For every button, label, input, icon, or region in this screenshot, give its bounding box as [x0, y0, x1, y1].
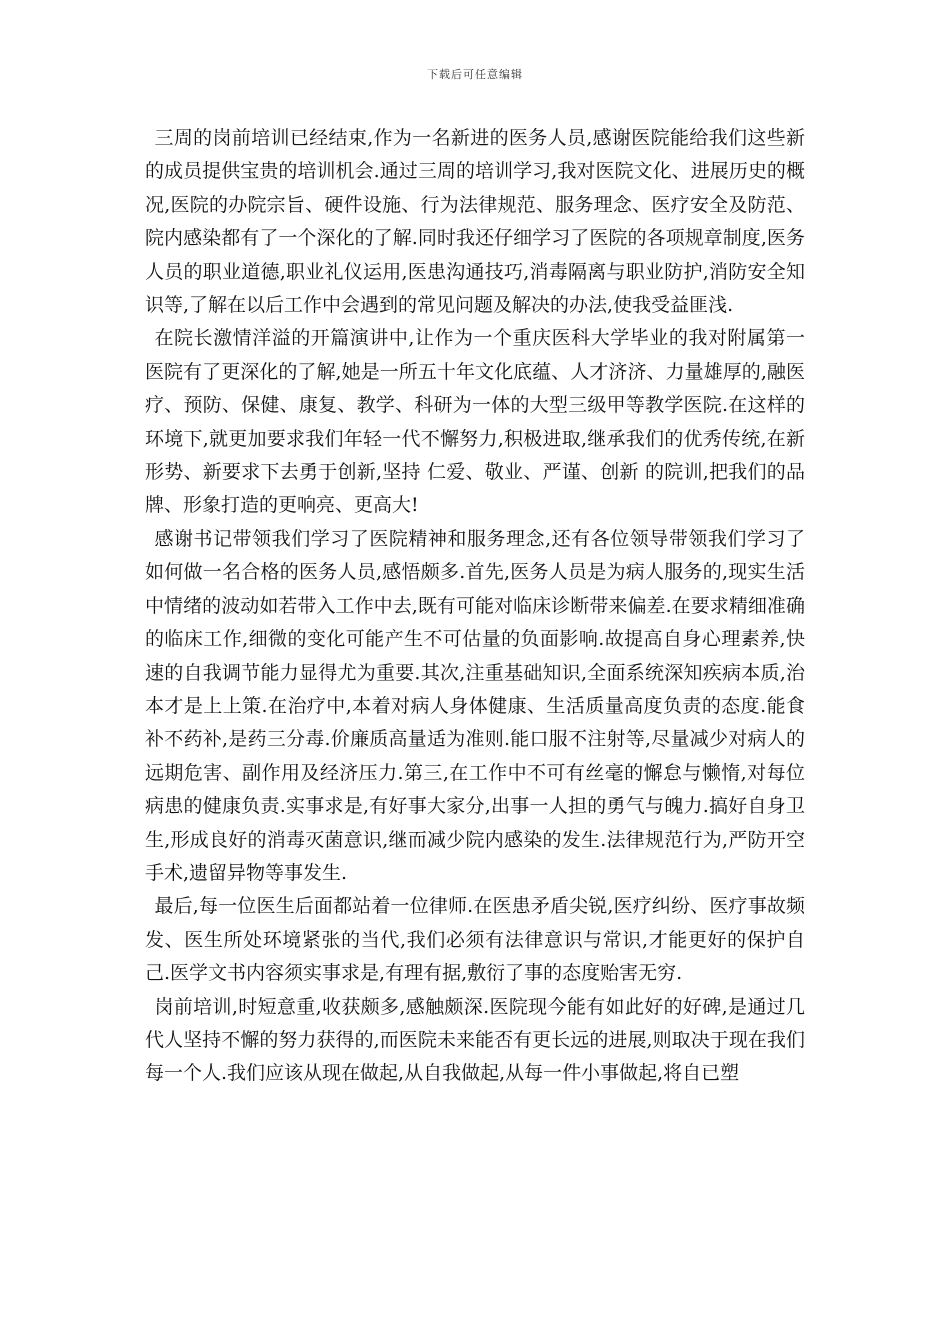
- header-note: 下载后可任意编辑: [427, 68, 523, 81]
- paragraph-2: 在院长激情洋溢的开篇演讲中,让作为一个重庆医科大学毕业的我对附属第一医院有了更深化的了解,她是一所五十年文化底蕴、人才济济、力量雄厚的,融医疗、预防、保健、康复、教学、科研为一体的大型三级甲等教学医院.在这样的环境下,就更加要求我们年轻一代不懈努力,积极进取,继承我们的优秀传统,在新形势、新要求下去勇于创新,坚持 仁爱、敬业、严谨、创新 的院训,把我们的品牌、形象打造的更响亮、更高大!: [145, 327, 805, 517]
- document-body: [145, 122, 805, 1091]
- paragraph-1: 三周的岗前培训已经结束,作为一名新进的医务人员,感谢医院能给我们这些新的成员提供宝贵的培训机会.通过三周的培训学习,我对医院文化、进展历史的概况,医院的办院宗旨、硬件设施、行为法律规范、服务理念、医疗安全及防范、院内感染都有了一个深化的了解.同时我还仔细学习了医院的各项规章制度,医务人员的职业道德,职业礼仪运用,医患沟通技巧,消毒隔离与职业防护,消防安全知识等,了解在以后工作中会遇到的常见问题及解决的办法,使我受益匪浅.: [145, 127, 805, 317]
- paragraph-5: 岗前培训,时短意重,收获颇多,感触颇深.医院现今能有如此好的好碑,是通过几代人坚持不懈的努力获得的,而医院未来能否有更长远的进展,则取决于现在我们每一个人.我们应该从现在做起,从自我做起,从每一件小事做起,将自已塑: [145, 995, 805, 1085]
- paragraph-3: 感谢书记带领我们学习了医院精神和服务理念,还有各位领导带领我们学习了如何做一名合格的医务人员,感悟颇多.首先,医务人员是为病人服务的,现实生活中情绪的波动如若带入工作中去,既有可能对临床诊断带来偏差.在要求精细准确的临床工作,细微的变化可能产生不可估量的负面影响.故提高自身心理素养,快速的自我调节能力显得尤为重要.其次,注重基础知识,全面系统深知疾病本质,治本才是上上策.在治疗中,本着对病人身体健康、生活质量高度负责的态度.能食补不药补,是药三分毒.价廉质高量适为准则.能口服不注射等,尽量减少对病人的远期危害、副作用及经济压力.第三,在工作中不可有丝毫的懈怠与懒惰,对每位病患的健康负责.实事求是,有好事大家分,出事一人担的勇气与魄力.搞好自身卫生,形成良好的消毒灭菌意识,继而减少院内感染的发生.法律规范行为,严防开空手术,遗留异物等事发生.: [145, 527, 805, 884]
- paragraph-4: 最后,每一位医生后面都站着一位律师.在医患矛盾尖锐,医疗纠纷、医疗事故频发、医生所处环境紧张的当代,我们必须有法律意识与常识,才能更好的保护自己.医学文书内容须实事求是,有理有据,敷衍了事的态度贻害无穷.: [145, 895, 805, 985]
